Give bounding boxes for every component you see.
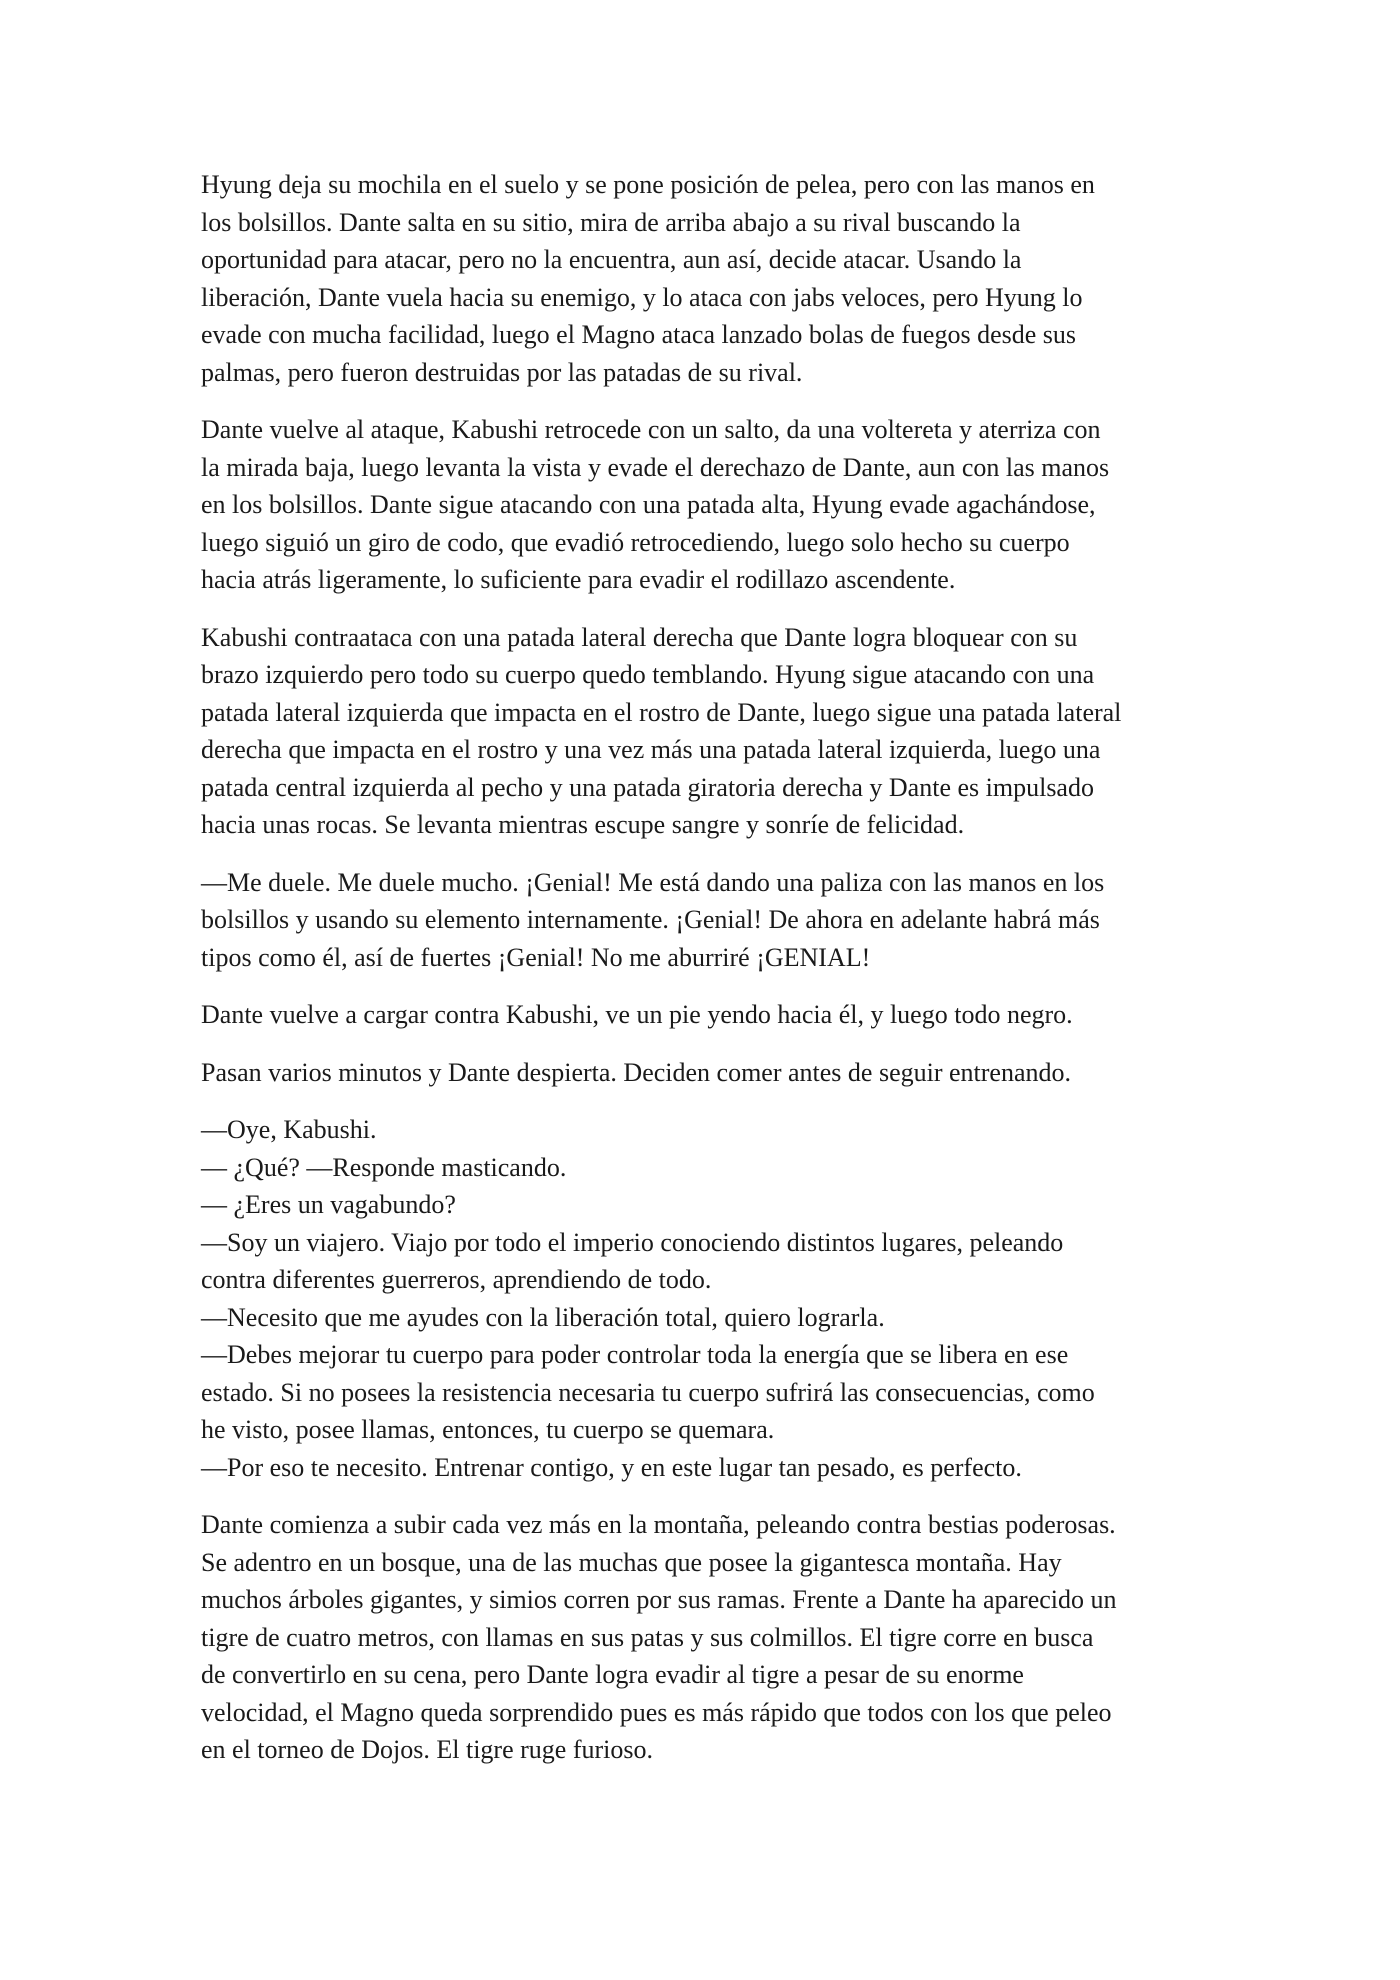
text-line: liberación, Dante vuela hacia su enemigo, y lo ataca con jabs veloces, pero Hyung lo [201,282,1083,312]
text-line: los bolsillos. Dante salta en su sitio, mira de arriba abajo a su rival buscando la [201,207,1021,237]
dialogue-line: estado. Si no posees la resistencia necesaria tu cuerpo sufrirá las consecuencias, como [201,1377,1095,1407]
text-line: bolsillos y usando su elemento internamente. ¡Genial! De ahora en adelante habrá más [201,905,1100,934]
dialogue-block [201,1111,1221,1486]
text-line: palmas, pero fueron destruidas por las patadas de su rival. [201,357,803,387]
paragraph [201,996,1221,1034]
text-line: en los bolsillos. Dante sigue atacando con una patada alta, Hyung evade agachándose, [201,490,1096,519]
text-line: tipos como él, así de fuertes ¡Genial! No me aburriré ¡GENIAL! [201,942,871,972]
paragraph [201,1054,1221,1092]
text-line: brazo izquierdo pero todo su cuerpo quedo temblando. Hyung sigue atacando con una [201,660,1095,689]
text-line: velocidad, el Magno queda sorprendido pues es más rápido que todos con los que peleo [201,1697,1112,1727]
text-line: —Me duele. Me duele mucho. ¡Genial! Me está dando una paliza con las manos en los [201,867,1105,897]
dialogue-line: he visto, posee llamas, entonces, tu cuerpo se quemara. [201,1415,775,1444]
dialogue-line: — ¿Eres un vagabundo? [201,1190,456,1219]
text-line: luego siguió un giro de codo, que evadió retrocediendo, luego solo hecho su cuerpo [201,527,1070,557]
text-line: Se adentro en un bosque, una de las muchas que posee la gigantesca montaña. Hay [201,1547,1062,1577]
dialogue-line: —Oye, Kabushi. [201,1115,377,1144]
paragraph [201,864,1221,977]
text-line: en el torneo de Dojos. El tigre ruge furioso. [201,1735,653,1764]
dialogue-line: —Por eso te necesito. Entrenar contigo, y en este lugar tan pesado, es perfecto. [201,1452,1022,1482]
text-line: de convertirlo en su cena, pero Dante logra evadir al tigre a pesar de su enorme [201,1660,1024,1689]
text-line: patada central izquierda al pecho y una patada giratoria derecha y Dante es impulsado [201,772,1094,802]
text-line: Kabushi contraataca con una patada lateral derecha que Dante logra bloquear con su [201,622,1078,652]
paragraph [201,1506,1221,1769]
text-line: Hyung deja su mochila en el suelo y se pone posición de pelea, pero con las manos en [201,170,1095,199]
text-line: la mirada baja, luego levanta la vista y evade el derechazo de Dante, aun con las manos [201,452,1110,482]
text-line: patada lateral izquierda que impacta en el rostro de Dante, luego sigue una patada lateral [201,697,1122,727]
dialogue-line: —Necesito que me ayudes con la liberación total, quiero lograrla. [201,1302,885,1332]
text-line: oportunidad para atacar, pero no la encuentra, aun así, decide atacar. Usando la [201,245,1022,274]
dialogue-line: —Soy un viajero. Viajo por todo el imperio conociendo distintos lugares, peleando [201,1227,1064,1257]
text-line: tigre de cuatro metros, con llamas en sus patas y sus colmillos. El tigre corre en busca [201,1622,1094,1652]
paragraph [201,166,1221,391]
text-line: derecha que impacta en el rostro y una vez más una patada lateral izquierda, luego una [201,735,1101,764]
body-text [201,166,1221,1789]
dialogue-line: —Debes mejorar tu cuerpo para poder controlar toda la energía que se libera en ese [201,1340,1069,1369]
dialogue-line: — ¿Qué? —Responde masticando. [201,1152,567,1182]
text-line: Dante comienza a subir cada vez más en la montaña, peleando contra bestias poderosas. [201,1510,1116,1539]
paragraph [201,411,1221,599]
text-line: evade con mucha facilidad, luego el Magno ataca lanzado bolas de fuegos desde sus [201,320,1076,349]
dialogue-line: contra diferentes guerreros, aprendiendo de todo. [201,1265,712,1294]
text-line: muchos árboles gigantes, y simios corren por sus ramas. Frente a Dante ha aparecido un [201,1585,1117,1614]
text-line: hacia atrás ligeramente, lo suficiente para evadir el rodillazo ascendente. [201,565,956,594]
text-line: Dante vuelve al ataque, Kabushi retrocede con un salto, da una voltereta y aterriza con [201,415,1101,444]
text-line: hacia unas rocas. Se levanta mientras escupe sangre y sonríe de felicidad. [201,810,965,839]
text-line: Pasan varios minutos y Dante despierta. Deciden comer antes de seguir entrenando. [201,1057,1071,1087]
text-line: Dante vuelve a cargar contra Kabushi, ve un pie yendo hacia él, y luego todo negro. [201,1000,1073,1029]
paragraph [201,619,1221,844]
